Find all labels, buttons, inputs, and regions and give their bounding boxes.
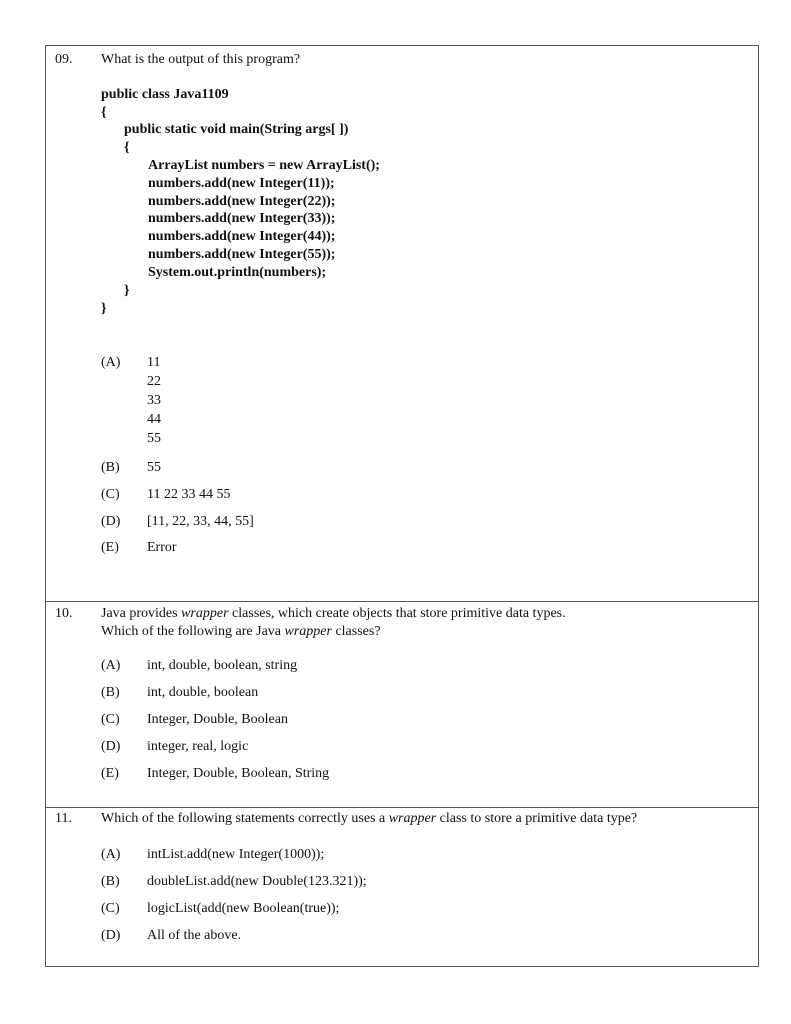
option-text: int, double, boolean xyxy=(147,685,259,700)
option-text: Integer, Double, Boolean, String xyxy=(147,766,330,781)
question-prompt: What is the output of this program? xyxy=(101,52,301,67)
option-text: [11, 22, 33, 44, 55] xyxy=(147,514,254,529)
option-letter: (E) xyxy=(101,766,119,781)
option-letter: (B) xyxy=(101,460,120,475)
code-line: numbers.add(new Integer(11)); xyxy=(148,176,335,191)
question-09 xyxy=(46,46,758,601)
option-text: Error xyxy=(147,540,177,555)
question-sheet xyxy=(45,45,759,967)
code-line: public static void main(String args[ ]) xyxy=(124,122,349,137)
option-letter: (D) xyxy=(101,928,121,943)
option-letter: (A) xyxy=(101,355,121,370)
option-text: intList.add(new Integer(1000)); xyxy=(147,847,325,862)
option-letter: (C) xyxy=(101,712,120,727)
option-text: int, double, boolean, string xyxy=(147,658,298,673)
code-line: ArrayList numbers = new ArrayList(); xyxy=(148,158,380,173)
question-number: 09. xyxy=(55,52,73,67)
question-prompt-line-2: Which of the following are Java wrapper classes? xyxy=(101,624,381,639)
option-text: 11 22 33 44 55 xyxy=(147,355,161,446)
code-line: numbers.add(new Integer(55)); xyxy=(148,247,336,262)
option-text: doubleList.add(new Double(123.321)); xyxy=(147,874,367,889)
code-line: numbers.add(new Integer(44)); xyxy=(148,229,336,244)
option-text: 55 xyxy=(147,460,161,475)
option-letter: (B) xyxy=(101,685,120,700)
option-letter: (C) xyxy=(101,901,120,916)
code-line: } xyxy=(101,301,107,316)
option-text: integer, real, logic xyxy=(147,739,249,754)
code-line: { xyxy=(101,105,107,120)
code-line: numbers.add(new Integer(22)); xyxy=(148,194,336,209)
option-letter: (D) xyxy=(101,514,121,529)
option-letter: (A) xyxy=(101,847,121,862)
question-number: 11. xyxy=(55,811,72,826)
option-letter: (C) xyxy=(101,487,120,502)
option-letter: (B) xyxy=(101,874,120,889)
question-prompt: Which of the following statements correctly uses a wrapper class to store a primitive data type? xyxy=(101,811,638,826)
code-line: numbers.add(new Integer(33)); xyxy=(148,211,336,226)
question-10 xyxy=(46,601,758,807)
option-letter: (D) xyxy=(101,739,121,754)
option-letter: (E) xyxy=(101,540,119,555)
option-text: 11 22 33 44 55 xyxy=(147,487,231,502)
code-line: } xyxy=(124,283,130,298)
question-11 xyxy=(46,807,758,967)
option-letter: (A) xyxy=(101,658,121,673)
code-line: public class Java1109 xyxy=(101,87,229,102)
option-text: All of the above. xyxy=(147,928,242,943)
question-number: 10. xyxy=(55,606,73,621)
question-prompt-line-1: Java provides wrapper classes, which create objects that store primitive data types. xyxy=(101,606,566,621)
code-line: System.out.println(numbers); xyxy=(148,265,327,280)
option-text: logicList(add(new Boolean(true)); xyxy=(147,901,340,916)
option-text: Integer, Double, Boolean xyxy=(147,712,288,727)
code-line: { xyxy=(124,140,130,155)
